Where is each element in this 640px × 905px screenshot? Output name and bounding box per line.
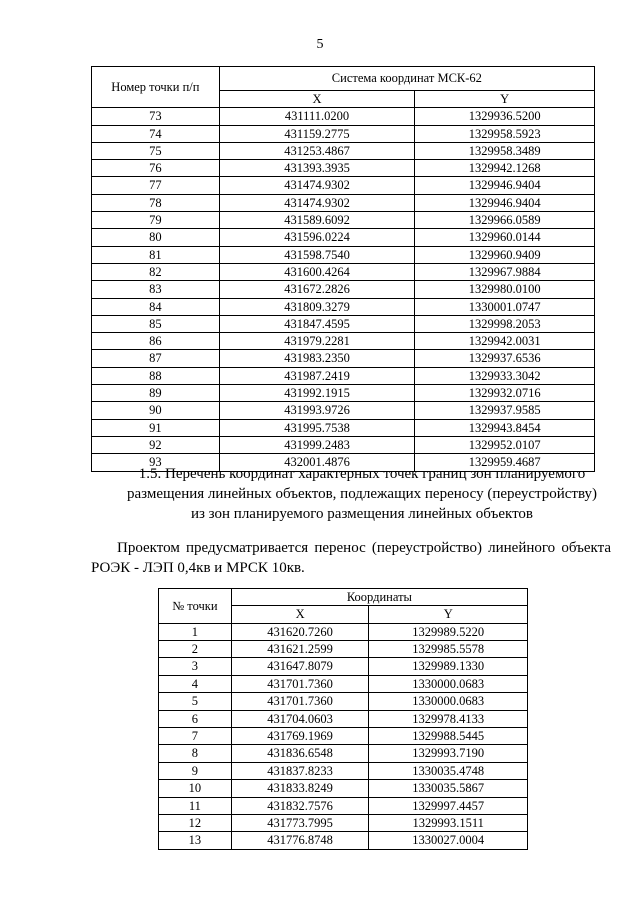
cell-x: 431837.8233 [231,762,369,779]
table-row [92,367,595,384]
cell-x: 431836.6548 [231,745,369,762]
cell-y: 1329946.9404 [415,177,595,194]
header-coordinate-system: Система координат МСК-62 [219,67,594,91]
cell-x: 431600.4264 [219,263,415,280]
cell-y: 1329932.0716 [415,385,595,402]
cell-x: 431621.2599 [231,640,369,657]
cell-point-number: 87 [92,350,220,367]
table-row [92,177,595,194]
cell-point-number: 4 [159,675,232,692]
cell-point-number: 2 [159,640,232,657]
header-point-number: Номер точки п/п [92,67,220,108]
cell-y: 1329993.7190 [369,745,528,762]
cell-y: 1329946.9404 [415,194,595,211]
cell-x: 431596.0224 [219,229,415,246]
cell-point-number: 83 [92,281,220,298]
cell-y: 1330027.0004 [369,832,528,849]
section-heading-line: размещения линейных объектов, подлежащих переносу (переустройству) [126,486,598,502]
cell-point-number: 93 [92,454,220,471]
cell-y: 1329937.9585 [415,402,595,419]
table-row [92,125,595,142]
table-row [92,402,595,419]
cell-x: 431474.9302 [219,194,415,211]
header-y: Y [369,606,528,623]
cell-y: 1329936.5200 [415,108,595,125]
cell-y: 1329942.0031 [415,333,595,350]
cell-y: 1329985.5578 [369,640,528,657]
cell-x: 431993.9726 [219,402,415,419]
cell-x: 431776.8748 [231,832,369,849]
cell-x: 432001.4876 [219,454,415,471]
cell-x: 431253.4867 [219,142,415,159]
cell-x: 431983.2350 [219,350,415,367]
cell-y: 1329960.9409 [415,246,595,263]
cell-x: 431393.3935 [219,160,415,177]
cell-point-number: 85 [92,315,220,332]
cell-x: 431620.7260 [231,623,369,640]
cell-point-number: 86 [92,333,220,350]
cell-x: 431598.7540 [219,246,415,263]
table-row [159,832,528,849]
cell-x: 431809.3279 [219,298,415,315]
table-row [92,246,595,263]
cell-y: 1329952.0107 [415,436,595,453]
cell-y: 1329958.5923 [415,125,595,142]
cell-x: 431773.7995 [231,814,369,831]
table-row [92,333,595,350]
cell-x: 431832.7576 [231,797,369,814]
header-x: X [231,606,369,623]
table-row [159,797,528,814]
section-heading [112,464,612,524]
table-row [92,263,595,280]
cell-y: 1329959.4687 [415,454,595,471]
cell-y: 1329958.3489 [415,142,595,159]
table-row [92,229,595,246]
cell-y: 1330035.5867 [369,780,528,797]
table-row [92,212,595,229]
section-heading-line: из зон планируемого размещения линейных объектов [190,506,534,522]
cell-point-number: 89 [92,385,220,402]
cell-x: 431992.1915 [219,385,415,402]
table-row [92,436,595,453]
cell-point-number: 8 [159,745,232,762]
section-heading-line: 1.5. Перечень координат характерных точек границ зон планируемого [138,466,586,482]
page-number: 5 [316,37,324,52]
cell-point-number: 81 [92,246,220,263]
paragraph-text: Проектом предусматривается перенос (переустройство) линейного объекта РОЭК - ЛЭП 0,4кв и МРСК 10кв. [91,540,611,576]
table-row [159,623,528,640]
cell-x: 431704.0603 [231,710,369,727]
cell-point-number: 75 [92,142,220,159]
cell-point-number: 73 [92,108,220,125]
cell-point-number: 5 [159,693,232,710]
cell-y: 1329960.0144 [415,229,595,246]
table-row [92,350,595,367]
cell-point-number: 92 [92,436,220,453]
cell-point-number: 7 [159,727,232,744]
cell-x: 431647.8079 [231,658,369,675]
cell-point-number: 79 [92,212,220,229]
cell-point-number: 12 [159,814,232,831]
table-row [159,640,528,657]
cell-y: 1329998.2053 [415,315,595,332]
cell-point-number: 76 [92,160,220,177]
cell-point-number: 3 [159,658,232,675]
header-coordinates: Координаты [231,589,527,606]
table-row [159,780,528,797]
cell-point-number: 91 [92,419,220,436]
table-row [159,814,528,831]
cell-point-number: 13 [159,832,232,849]
cell-x: 431159.2775 [219,125,415,142]
cell-y: 1329989.5220 [369,623,528,640]
cell-y: 1330035.4748 [369,762,528,779]
cell-point-number: 74 [92,125,220,142]
table-row [159,745,528,762]
cell-point-number: 11 [159,797,232,814]
table-row [159,658,528,675]
table-row [92,298,595,315]
table-row [159,710,528,727]
cell-point-number: 82 [92,263,220,280]
cell-point-number: 1 [159,623,232,640]
cell-x: 431701.7360 [231,675,369,692]
cell-x: 431987.2419 [219,367,415,384]
cell-x: 431701.7360 [231,693,369,710]
table-row [159,675,528,692]
cell-y: 1329997.4457 [369,797,528,814]
table-row [92,160,595,177]
cell-y: 1330000.0683 [369,675,528,692]
coordinates-table-relocation [158,588,528,850]
cell-point-number: 6 [159,710,232,727]
cell-y: 1329943.8454 [415,419,595,436]
table-body [159,623,528,849]
cell-y: 1329980.0100 [415,281,595,298]
cell-x: 431474.9302 [219,177,415,194]
cell-y: 1329988.5445 [369,727,528,744]
cell-y: 1329937.6536 [415,350,595,367]
cell-x: 431769.1969 [231,727,369,744]
cell-point-number: 10 [159,780,232,797]
cell-x: 431833.8249 [231,780,369,797]
cell-x: 431847.4595 [219,315,415,332]
table-row [159,727,528,744]
cell-y: 1329933.3042 [415,367,595,384]
cell-x: 431672.2826 [219,281,415,298]
table-body [92,108,595,471]
cell-x: 431995.7538 [219,419,415,436]
cell-y: 1329967.9884 [415,263,595,280]
cell-y: 1329966.0589 [415,212,595,229]
cell-y: 1329978.4133 [369,710,528,727]
cell-y: 1329993.1511 [369,814,528,831]
table-row [159,762,528,779]
cell-point-number: 9 [159,762,232,779]
cell-point-number: 88 [92,367,220,384]
cell-y: 1329942.1268 [415,160,595,177]
table-row [92,142,595,159]
cell-x: 431111.0200 [219,108,415,125]
cell-y: 1330001.0747 [415,298,595,315]
cell-point-number: 77 [92,177,220,194]
table-row [92,281,595,298]
table-row [92,385,595,402]
coordinates-table-msk62 [91,66,595,472]
table-row [159,693,528,710]
cell-point-number: 84 [92,298,220,315]
table-row [92,315,595,332]
cell-x: 431999.2483 [219,436,415,453]
cell-y: 1329989.1330 [369,658,528,675]
cell-x: 431979.2281 [219,333,415,350]
table-row [92,194,595,211]
table-row [92,108,595,125]
cell-point-number: 90 [92,402,220,419]
cell-x: 431589.6092 [219,212,415,229]
table-row [92,419,595,436]
header-point-number: № точки [159,589,232,624]
cell-point-number: 80 [92,229,220,246]
header-x: X [219,91,415,108]
cell-y: 1330000.0683 [369,693,528,710]
cell-point-number: 78 [92,194,220,211]
header-y: Y [415,91,595,108]
